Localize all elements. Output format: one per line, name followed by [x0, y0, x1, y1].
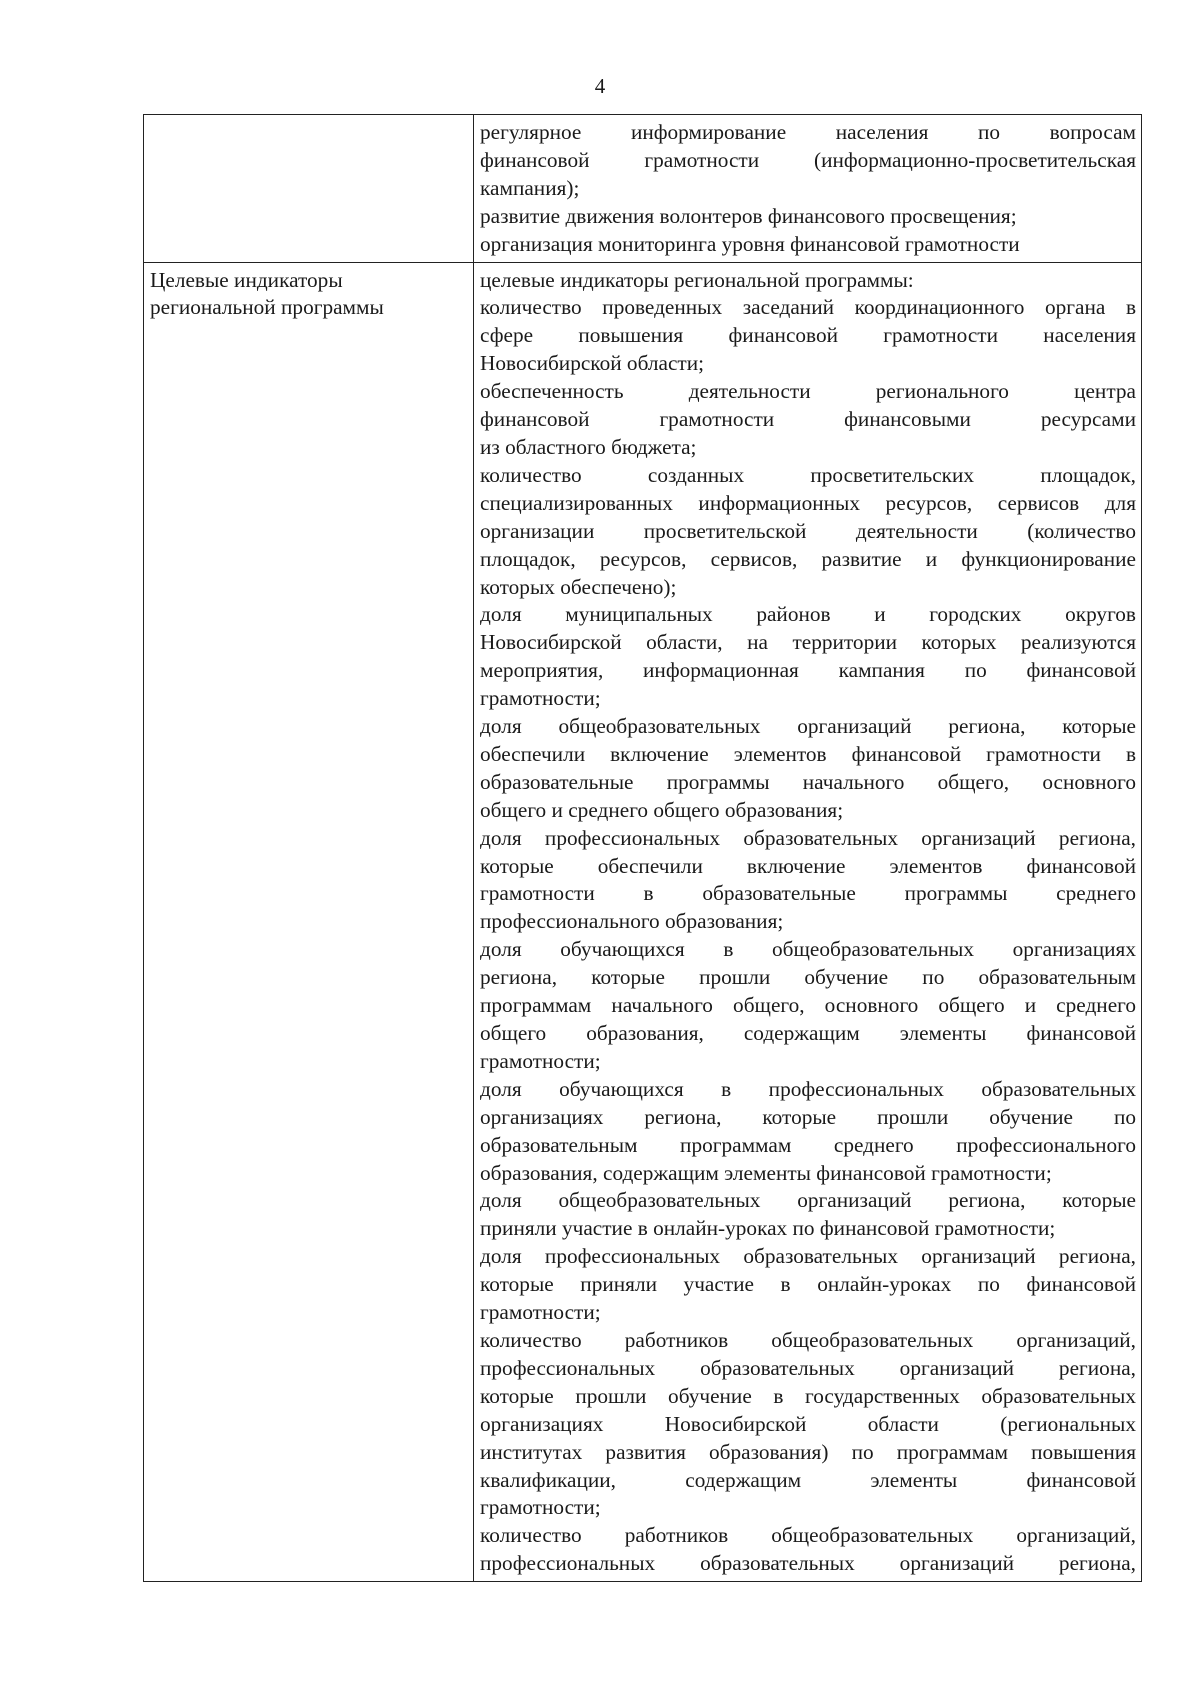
row-content-cell — [474, 262, 1142, 1582]
content-line: организациях Новосибирской области (региональных — [480, 1411, 1136, 1436]
content-line: программам начального общего, основного общего и среднего — [480, 993, 1136, 1018]
content-line: финансовой грамотности (информационно-просветительская — [480, 147, 1136, 172]
content-line: финансовой грамотности финансовыми ресурсами — [480, 407, 1136, 432]
content-line: регулярное информирование населения по вопросам — [480, 120, 1136, 144]
content-line: количество работников общеобразовательных организаций, — [480, 1523, 1136, 1548]
row-label-cell — [144, 262, 474, 1582]
content-line: доля общеобразовательных организаций региона, которые — [480, 1188, 1136, 1213]
content-line: Новосибирской области; — [480, 351, 705, 376]
content-line: количество созданных просветительских площадок, — [480, 462, 1136, 487]
passport-table — [143, 114, 1142, 1582]
content-line: профессионального образования; — [480, 909, 784, 934]
row-label-line: Целевые индикаторы — [150, 267, 343, 292]
content-line: площадок, ресурсов, сервисов, развитие и функционирование — [480, 546, 1136, 571]
content-line: доля профессиональных образовательных организаций региона, — [480, 825, 1136, 850]
content-line: квалификации, содержащим элементы финансовой — [480, 1467, 1136, 1492]
content-line: организация мониторинга уровня финансовой грамотности — [480, 231, 1020, 256]
table-row — [144, 262, 1142, 1582]
content-line: доля профессиональных образовательных организаций региона, — [480, 1244, 1136, 1269]
content-line: доля общеобразовательных организаций региона, которые — [480, 714, 1136, 739]
content-line: развитие движения волонтеров финансового просвещения; — [480, 203, 1017, 228]
content-line: Новосибирской области, на территории которых реализуются — [480, 630, 1136, 655]
row-label-cell — [144, 115, 474, 263]
content-line: обеспеченность деятельности регионального центра — [480, 379, 1136, 404]
row-content-cell — [474, 115, 1142, 263]
content-line: доля муниципальных районов и городских округов — [480, 602, 1136, 627]
content-line: количество работников общеобразовательных организаций, — [480, 1327, 1136, 1352]
content-line: которые приняли участие в онлайн-уроках по финансовой — [480, 1272, 1136, 1297]
content-line: институтах развития образования) по программам повышения — [480, 1439, 1136, 1464]
content-line: организациях региона, которые прошли обучение по — [480, 1104, 1136, 1129]
content-line: специализированных информационных ресурсов, сервисов для — [480, 490, 1136, 515]
content-line: региона, которые прошли обучение по образовательным — [480, 965, 1136, 990]
content-line: грамотности; — [480, 1048, 601, 1073]
page-number: 4 — [594, 74, 606, 98]
content-line: образования, содержащим элементы финансовой грамотности; — [480, 1160, 1052, 1185]
content-line: обеспечили включение элементов финансовой грамотности в — [480, 741, 1136, 766]
content-line: общего образования, содержащим элементы финансовой — [480, 1021, 1136, 1045]
content-line: грамотности; — [480, 686, 601, 711]
table-row — [144, 115, 1142, 263]
content-line: организации просветительской деятельности (количество — [480, 518, 1136, 543]
content-line: грамотности; — [480, 1495, 601, 1520]
content-line: доля обучающихся в профессиональных образовательных — [480, 1076, 1136, 1101]
content-line: образовательные программы начального общего, основного — [480, 769, 1136, 794]
content-line: приняли участие в онлайн-уроках по финансовой грамотности; — [480, 1216, 1056, 1241]
content-line: которые прошли обучение в государственных образовательных — [480, 1383, 1136, 1408]
content-line: образовательным программам среднего профессионального — [480, 1132, 1136, 1157]
content-line: грамотности в образовательные программы среднего — [480, 881, 1136, 906]
content-line: профессиональных образовательных организаций региона, — [480, 1355, 1136, 1380]
content-line: доля обучающихся в общеобразовательных организациях — [480, 937, 1136, 962]
content-line: которых обеспечено); — [480, 574, 677, 599]
content-line: сфере повышения финансовой грамотности населения — [480, 323, 1136, 348]
content-line: которые обеспечили включение элементов финансовой — [480, 853, 1136, 878]
content-line: целевые индикаторы региональной программы: — [480, 267, 914, 292]
content-line: грамотности; — [480, 1300, 601, 1325]
content-line: общего и среднего общего образования; — [480, 797, 844, 822]
row-label-line: региональной программы — [150, 295, 384, 320]
content-line: кампания); — [480, 175, 580, 200]
content-line: количество проведенных заседаний координационного органа в — [480, 295, 1136, 320]
content-line: профессиональных образовательных организаций региона, — [480, 1551, 1136, 1576]
content-line: из областного бюджета; — [480, 434, 697, 459]
content-line: мероприятия, информационная кампания по финансовой — [480, 658, 1136, 683]
